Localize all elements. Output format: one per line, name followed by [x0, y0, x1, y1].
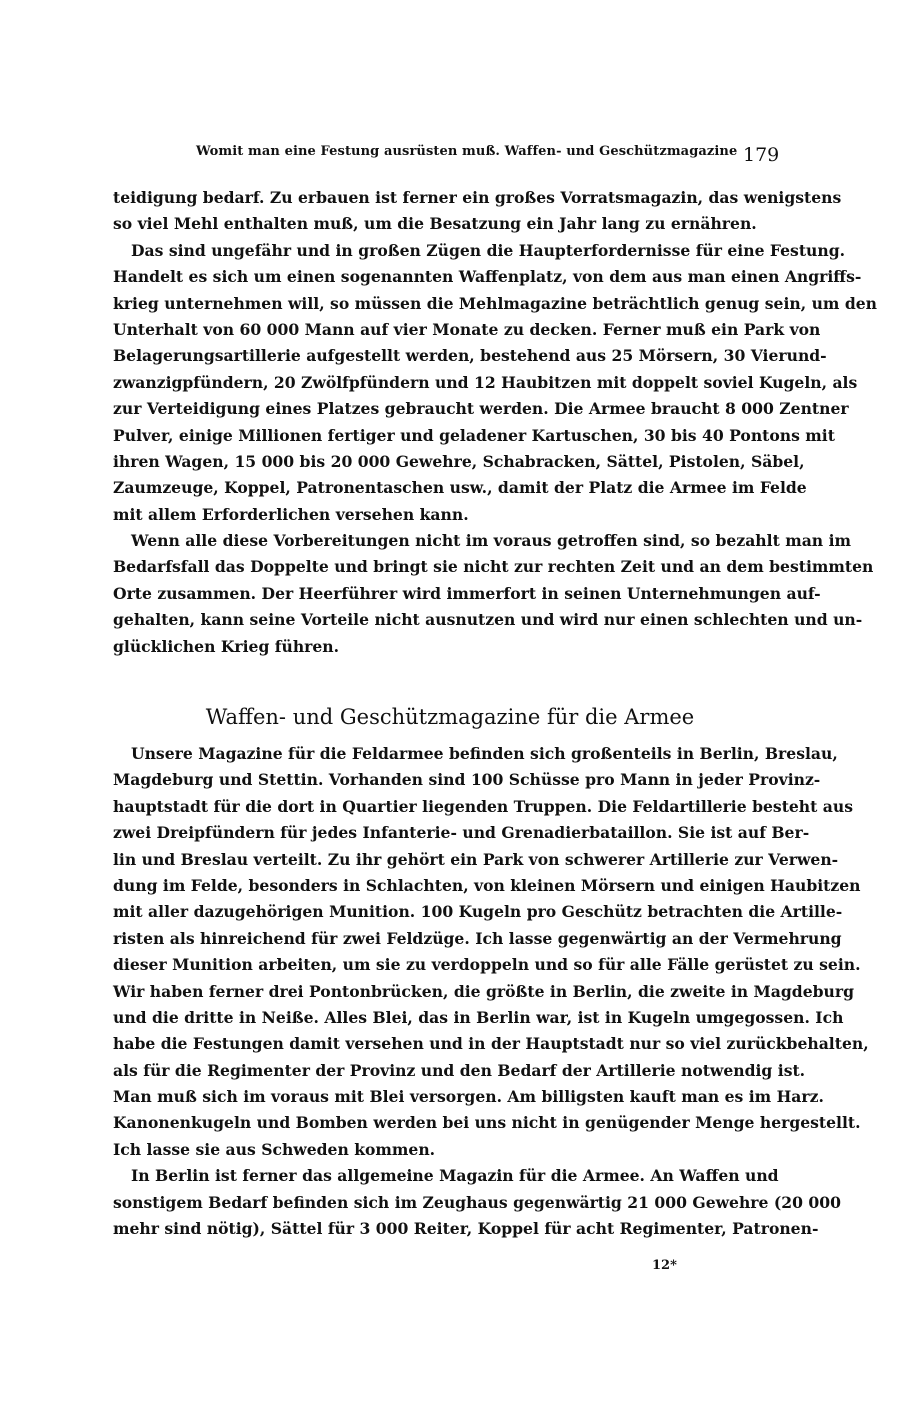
signature-mark: 12*	[652, 1258, 677, 1273]
text-line: Das sind ungefähr und in großen Zügen die Haupterfordernisse für eine Festung.	[131, 240, 846, 260]
text-line: Kanonenkugeln und Bomben werden bei uns nicht in genügender Menge hergestellt.	[113, 1113, 861, 1133]
text-line: In Berlin ist ferner das allgemeine Magazin für die Armee. An Waffen und	[131, 1166, 779, 1186]
text-line: Unsere Magazine für die Feldarmee befinden sich großenteils in Berlin, Breslau,	[131, 744, 838, 763]
text-line: lin und Breslau verteilt. Zu ihr gehört ein Park von schwerer Artillerie zur Verwen-	[113, 849, 839, 869]
text-line: Belagerungsartillerie aufgestellt werden, bestehend aus 25 Mörsern, 30 Vierund-	[113, 346, 827, 366]
text-line: als für die Regimenter der Provinz und den Bedarf der Artillerie notwendig ist.	[113, 1060, 806, 1080]
text-line: zwei Dreipfündern für jedes Infanterie- und Grenadierbataillon. Sie ist auf Ber-	[113, 823, 810, 843]
paragraph	[113, 741, 869, 1163]
paragraph	[113, 185, 842, 238]
text-line: Unterhalt von 60 000 Mann auf vier Monate zu decken. Ferner muß ein Park von	[113, 319, 821, 339]
text-line: zwanzigpfündern, 20 Zwölfpfündern und 12 Haubitzen mit doppelt soviel Kugeln, als	[113, 372, 858, 392]
text-line: hauptstadt für die dort in Quartier liegenden Truppen. Die Feldartillerie besteht aus	[113, 796, 854, 816]
text-line: Wenn alle diese Vorbereitungen nicht im voraus getroffen sind, so bezahlt man im	[131, 531, 851, 551]
text-block-bottom	[113, 741, 869, 1242]
text-line: mehr sind nötig), Sättel für 3 000 Reiter, Koppel für acht Regimenter, Patronen-	[113, 1219, 819, 1239]
text-line: so viel Mehl enthalten muß, um die Besatzung ein Jahr lang zu ernähren.	[113, 214, 757, 234]
text-line: zur Verteidigung eines Platzes gebraucht werden. Die Armee braucht 8 000 Zentner	[113, 399, 849, 419]
text-line: und die dritte in Neiße. Alles Blei, das in Berlin war, ist in Kugeln umgegossen. Ich	[113, 1007, 844, 1027]
running-header: Womit man eine Festung ausrüsten muß. Waffen- und Geschützmagazine	[196, 144, 738, 159]
text-block-top	[113, 185, 878, 660]
section-heading: Waffen- und Geschützmagazine für die Armee	[205, 705, 695, 729]
text-line: teidigung bedarf. Zu erbauen ist ferner ein großes Vorratsmagazin, das wenigstens	[113, 188, 842, 207]
text-line: Man muß sich im voraus mit Blei versorgen. Am billigsten kauft man es im Harz.	[113, 1087, 824, 1107]
text-line: Wir haben ferner drei Pontonbrücken, die größte in Berlin, die zweite in Magdeburg	[113, 981, 854, 1001]
text-line: risten als hinreichend für zwei Feldzüge. Ich lasse gegenwärtig an der Vermehrung	[113, 928, 842, 948]
text-line: Ich lasse sie aus Schweden kommen.	[113, 1139, 436, 1159]
text-line: ihren Wagen, 15 000 bis 20 000 Gewehre, Schabracken, Sättel, Pistolen, Säbel,	[113, 451, 805, 471]
text-line: sonstigem Bedarf befinden sich im Zeughaus gegenwärtig 21 000 Gewehre (20 000	[113, 1192, 841, 1212]
text-line: Zaumzeuge, Koppel, Patronentaschen usw., damit der Platz die Armee im Felde	[113, 478, 807, 498]
text-line: habe die Festungen damit versehen und in der Hauptstadt nur so viel zurückbehalten,	[113, 1034, 869, 1054]
text-line: Orte zusammen. Der Heerführer wird immerfort in seinen Unternehmungen auf-	[113, 583, 821, 603]
text-line: Pulver, einige Millionen fertiger und geladener Kartuschen, 30 bis 40 Pontons mit	[113, 425, 835, 445]
text-line: Magdeburg und Stettin. Vorhanden sind 100 Schüsse pro Mann in jeder Provinz-	[113, 770, 821, 790]
text-line: dung im Felde, besonders in Schlachten, von kleinen Mörsern und einigen Haubitzen	[113, 875, 861, 895]
text-line: glücklichen Krieg führen.	[113, 636, 340, 656]
paragraph	[113, 1163, 841, 1242]
text-line: mit allem Erforderlichen versehen kann.	[113, 504, 469, 524]
page-number: 179	[743, 144, 780, 166]
text-line: gehalten, kann seine Vorteile nicht ausnutzen und wird nur einen schlechten und un-	[113, 610, 863, 630]
text-line: mit aller dazugehörigen Munition. 100 Kugeln pro Geschütz betrachten die Artille-	[113, 902, 843, 922]
text-line: Handelt es sich um einen sogenannten Waffenplatz, von dem aus man einen Angriffs-	[113, 267, 862, 287]
paragraph	[113, 528, 874, 660]
text-line: Bedarfsfall das Doppelte und bringt sie nicht zur rechten Zeit und an dem bestimmten	[113, 557, 874, 577]
text-line: dieser Munition arbeiten, um sie zu verdoppeln und so für alle Fälle gerüstet zu sein.	[113, 955, 861, 975]
text-line: krieg unternehmen will, so müssen die Mehlmagazine beträchtlich genug sein, um den	[113, 293, 878, 313]
paragraph	[113, 238, 878, 528]
